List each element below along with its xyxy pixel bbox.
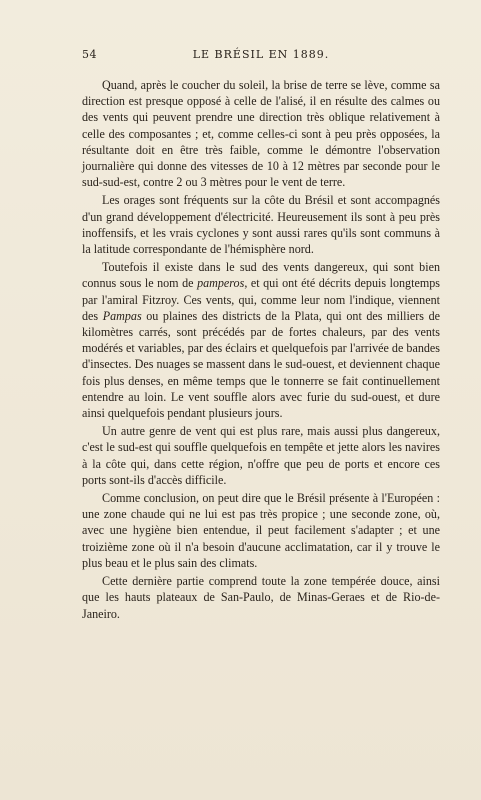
paragraph-3-part-3: ou plaines des districts de la Plata, qui ont des milliers de kilomètres carrés, sont précédés par de fortes chaleurs, par des vents modérés et variables, par des éclairs et quelquefois par l'arrivée de bandes d'insectes. Des nuages se massent dans le sud-ouest, et deviennent chaque fois plus denses, en même temps que le tonnerre se fait continuellement entendre au loin. Le vent souffle alors avec furie du sud-ouest, et dure ainsi quelquefois pendant plusieurs jours.	[82, 308, 440, 421]
paragraph-5: Comme conclusion, on peut dire que le Brésil présente à l'Européen : une zone chaude qui ne lui est pas très propice ; une seconde zone, où, avec une hygiène bien entendue, il peut facilement s'adapter ; et une troizième zone où il n'a besoin d'aucune acclimatation, car il y trouve le plus beau et le plus sain des climats.	[82, 491, 440, 570]
paragraph-3	[82, 259, 440, 421]
paragraph-1: Quand, après le coucher du soleil, la brise de terre se lève, comme sa direction est presque opposé à celle de l'alisé, il en résulte des calmes ou des vents qui peuvent prendre une direction très oblique relativement à celle des composantes ; et, comme celles-ci sont à peu près opposées, la résultante doit en être très faible, comme le démontre l'observation journalière qui donne des vitesses de 10 à 12 mètres par seconde pour le sud-sud-est, contre 2 ou 3 mètres pour le vent de terre.	[82, 78, 440, 190]
paragraph-4: Un autre genre de vent qui est plus rare, mais aussi plus dangereux, c'est le sud-est qui souffle quelquefois en tempête et jette alors les navires à la côte qui, dans cette région, n'offre que peu de ports et encore ces ports sont-ils d'accès difficile.	[82, 424, 440, 487]
page-header	[82, 48, 440, 66]
running-title: LE BRÉSIL EN 1889.	[192, 48, 330, 61]
body-text	[82, 77, 440, 624]
paragraph-2: Les orages sont fréquents sur la côte du Brésil et sont accompagnés d'un grand développement d'électricité. Heureusement ils sont à peu près inoffensifs, et les vrais cyclones y sont aussi rares qu'ils sont communs à la latitude correspondante de l'hémisphère nord.	[82, 193, 440, 257]
page-number: 54	[82, 48, 97, 61]
paragraph-3-part-1: Toutefois il existe dans le sud des vents dangereux, qui sont bien connus sous le nom de	[82, 260, 440, 291]
italic-term-pampas: Pampas	[102, 308, 142, 323]
paragraph-3-part-2: , et qui ont été décrits depuis longtemps par l'amiral Fitzroy. Ces vents, qui, comme leur nom l'indique, viennent des	[82, 276, 440, 323]
paragraph-6: Cette dernière partie comprend toute la zone tempérée douce, ainsi que les hauts plateaux de San-Paulo, de Minas-Geraes et de Rio-de-Janeiro.	[82, 574, 440, 621]
italic-term-pamperos: pamperos	[197, 276, 245, 291]
